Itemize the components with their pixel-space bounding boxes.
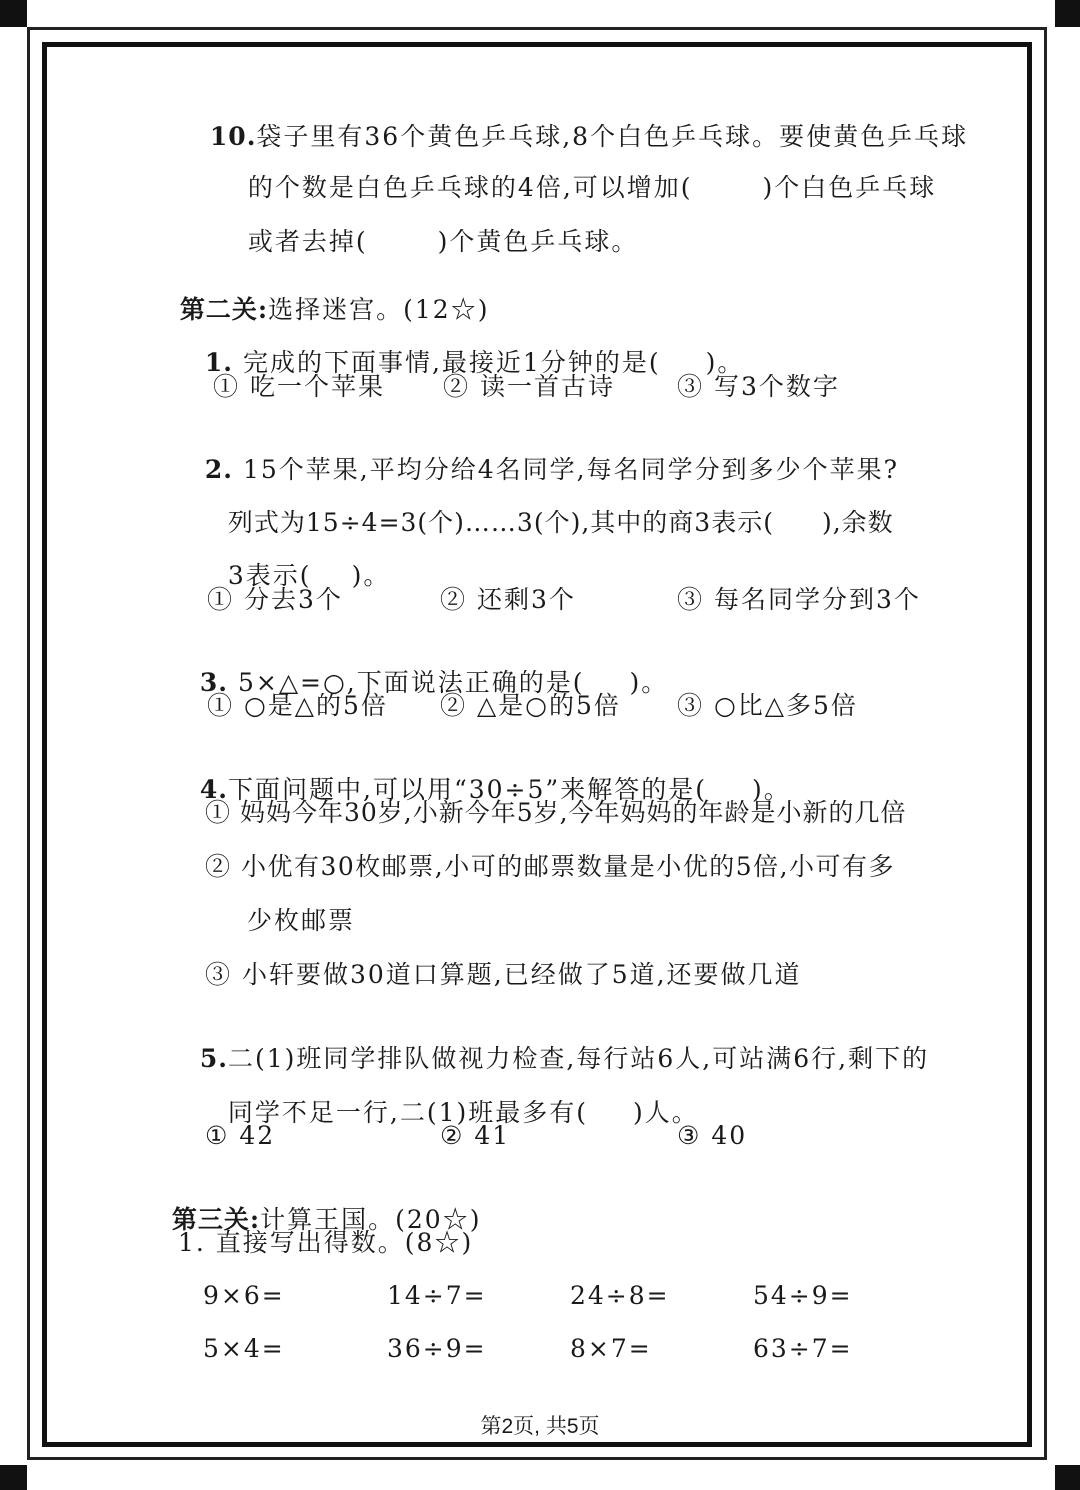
s2-q2-line-2: 列式为15÷4=3(个)……3(个),其中的商3表示( ),余数 — [227, 508, 894, 537]
s2-q5-option-3[interactable]: ③ 40 — [677, 1121, 748, 1150]
s2-q4-option-3[interactable]: ③ 小轩要做30道口算题,已经做了5道,还要做几道 — [205, 960, 802, 989]
s2-q4-option-1[interactable]: ① 妈妈今年30岁,小新今年5岁,今年妈妈的年龄是小新的几倍 — [205, 798, 907, 827]
corner-mark-bottom-right — [1055, 1465, 1080, 1490]
s2-q4-stem: 4.下面问题中,可以用“30÷5”来解答的是( )。 — [199, 775, 791, 804]
s2-q3-option-1[interactable]: ① ○是△的5倍 — [207, 691, 388, 720]
s2-q4-option-2-line-2: 少枚邮票 — [247, 906, 356, 935]
q10-number: 10. — [209, 122, 257, 151]
calc-item[interactable]: 9×6= — [203, 1281, 285, 1310]
page-number: 第2页, 共5页 — [480, 1415, 600, 1438]
calc-item[interactable]: 63÷7= — [753, 1334, 853, 1363]
calc-item[interactable]: 54÷9= — [753, 1281, 853, 1310]
corner-mark-top-left — [0, 0, 27, 27]
s2-q1-option-2[interactable]: ② 读一首古诗 — [443, 372, 615, 401]
q10-line-1: 10.袋子里有36个黄色乒乓球,8个白色乒乓球。要使黄色乒乓球 — [209, 122, 969, 151]
s2-q2-option-1[interactable]: ① 分去3个 — [207, 585, 343, 614]
calc-item[interactable]: 5×4= — [203, 1334, 285, 1363]
s2-q1-stem: 1. 完成的下面事情,最接近1分钟的是( )。 — [204, 348, 745, 377]
s2-q2-line-1: 2. 15个苹果,平均分给4名同学,每名同学分到多少个苹果? — [204, 455, 899, 484]
calc-item[interactable]: 24÷8= — [570, 1281, 670, 1310]
q10-line-2: 的个数是白色乒乓球的4倍,可以增加( )个白色乒乓球 — [247, 173, 937, 202]
q10-line-3: 或者去掉( )个黄色乒乓球。 — [247, 227, 639, 256]
s2-q5-line-2: 同学不足一行,二(1)班最多有( )人。 — [227, 1098, 699, 1127]
corner-mark-top-right — [1055, 0, 1080, 27]
s2-q2-option-2[interactable]: ② 还剩3个 — [440, 585, 576, 614]
s2-q5-line-1: 5.二(1)班同学排队做视力检查,每行站6人,可站满6行,剩下的 — [199, 1044, 930, 1073]
calc-item[interactable]: 36÷9= — [387, 1334, 487, 1363]
s2-q4-option-2-line-1[interactable]: ② 小优有30枚邮票,小可的邮票数量是小优的5倍,小可有多 — [205, 852, 896, 881]
s3-q1-title: 1. 直接写出得数。(8☆) — [178, 1228, 474, 1257]
calc-item[interactable]: 8×7= — [570, 1334, 652, 1363]
s2-q1-option-3[interactable]: ③ 写3个数字 — [677, 372, 840, 401]
s2-q3-option-2[interactable]: ② △是○的5倍 — [440, 691, 621, 720]
s2-q2-line-3: 3表示( )。 — [227, 561, 391, 590]
section-3-heading: 第三关:计算王国。(20☆) — [171, 1205, 482, 1234]
section-2-heading: 第二关:选择迷宫。(12☆) — [179, 295, 490, 324]
s2-q3-option-3[interactable]: ③ ○比△多5倍 — [677, 691, 858, 720]
s2-q3-stem: 3. 5×△=○,下面说法正确的是( )。 — [199, 668, 669, 697]
s2-q5-option-1[interactable]: ① 42 — [205, 1121, 276, 1150]
s2-q2-option-3[interactable]: ③ 每名同学分到3个 — [677, 585, 921, 614]
s2-q1-option-1[interactable]: ① 吃一个苹果 — [213, 372, 385, 401]
corner-mark-bottom-left — [0, 1465, 27, 1490]
calc-item[interactable]: 14÷7= — [387, 1281, 487, 1310]
s2-q5-option-2[interactable]: ② 41 — [440, 1121, 511, 1150]
